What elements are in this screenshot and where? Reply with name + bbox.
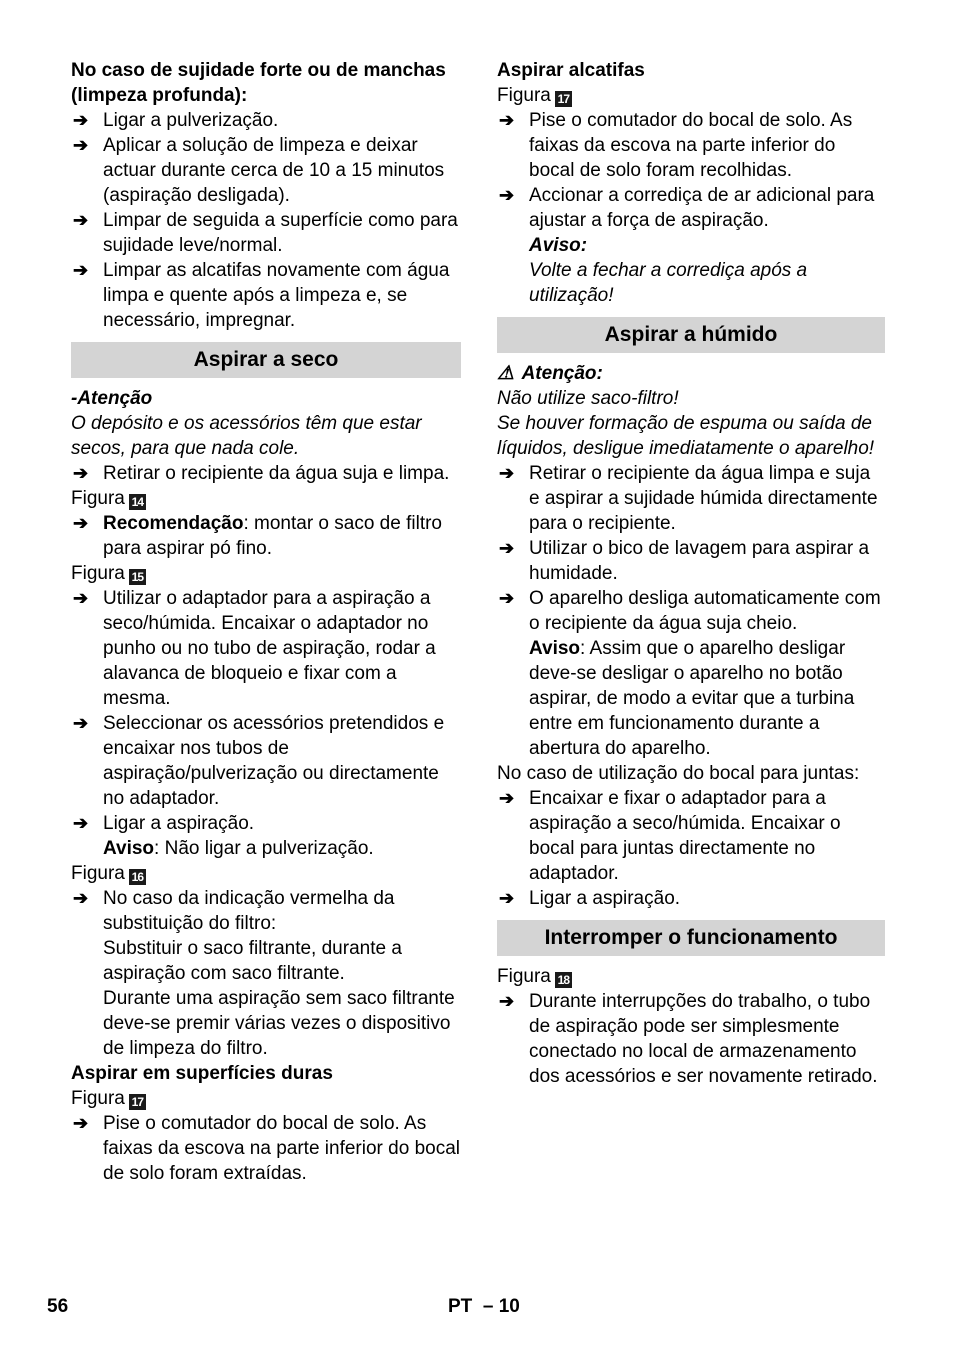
figure-ref: Figura 17: [497, 83, 885, 108]
arrow-right-icon: ➔: [73, 888, 89, 908]
arrow-right-icon: ➔: [499, 185, 515, 205]
section-band-interrupt: Interromper o funcionamento: [497, 920, 885, 956]
arrow-right-icon: ➔: [499, 588, 515, 608]
bullet-item: ➔ Utilizar o bico de lavagem para aspirar a humidade.: [499, 538, 870, 584]
attention-text: O depósito e os acessórios têm que estar secos, para que nada cole.: [71, 413, 422, 459]
arrow-right-icon: ➔: [499, 110, 515, 130]
bullet-item: ➔ Limpar de seguida a superfície como para sujidade leve/normal.: [73, 210, 458, 256]
sub-paragraph: Durante uma aspiração sem saco filtrante deve-se premir várias vezes o dispositivo de limpeza do filtro.: [103, 988, 455, 1059]
attention-label: -Atenção: [71, 388, 153, 409]
figure-number-badge: 15: [129, 569, 146, 585]
bullet-item: ➔ Seleccionar os acessórios pretendidos e encaixar nos tubos de aspiração/pulverização ou directamente no adaptador.: [73, 713, 445, 809]
bullet-item: ➔ Accionar a corrediça de ar adicional para ajustar a força de aspiração.: [499, 185, 875, 231]
arrow-right-icon: ➔: [73, 588, 89, 608]
figure-number-badge: 14: [129, 494, 146, 510]
bullet-item: ➔ Aplicar a solução de limpeza e deixar actuar durante cerca de 10 a 15 minutos (aspiração desligada).: [73, 135, 445, 206]
bullet-item: ➔ Retirar o recipiente da água suja e limpa.: [73, 463, 450, 484]
bullet-item: ➔ Ligar a aspiração.: [499, 888, 681, 909]
notice-label: Aviso:: [529, 235, 588, 256]
heading-deep-clean: No caso de sujidade forte ou de manchas (limpeza profunda):: [71, 60, 446, 106]
page-number: 56: [47, 1296, 69, 1317]
bullet-item: ➔ Utilizar o adaptador para a aspiração a seco/húmida. Encaixar o adaptador no punho ou no tubo de aspiração, rodar a alavanca de bloqueio e fixar com a mesma.: [73, 588, 436, 709]
arrow-right-icon: ➔: [499, 463, 515, 483]
attention-heading: ⚠ Atenção:: [497, 363, 603, 384]
section-band-dry-vacuum: Aspirar a seco: [71, 342, 461, 378]
figure-ref: Figura 15: [71, 561, 461, 586]
figure-ref: Figura 17: [71, 1086, 461, 1111]
figure-number-badge: 17: [129, 1094, 146, 1110]
arrow-right-icon: ➔: [73, 210, 89, 230]
bullet-item: ➔ Pise o comutador do bocal de solo. As faixas da escova na parte inferior do bocal de solo foram extraídas.: [73, 1113, 460, 1184]
note-line: Aviso: Assim que o aparelho desligar deve-se desligar o aparelho no botão aspirar, de modo a evitar que a turbina entre em funcionamento durante a abertura do aparelho.: [529, 638, 855, 759]
section-band-wet-vacuum: Aspirar a húmido: [497, 317, 885, 353]
right-column: [497, 58, 885, 1089]
heading-carpets: Aspirar alcatifas: [497, 60, 645, 81]
paragraph: No caso de utilização do bocal para juntas:: [497, 763, 860, 784]
bullet-item: ➔ Encaixar e fixar o adaptador para a aspiração a seco/húmida. Encaixar o bocal para juntas directamente no adaptador.: [499, 788, 841, 884]
figure-ref: Figura 18: [497, 964, 885, 989]
figure-ref: Figura 14: [71, 486, 461, 511]
arrow-right-icon: ➔: [73, 260, 89, 280]
attention-text: Não utilize saco-filtro!: [497, 388, 679, 409]
bullet-item: ➔ O aparelho desliga automaticamente com o recipiente da água suja cheio.: [499, 588, 881, 634]
figure-ref: Figura 16: [71, 861, 461, 886]
arrow-right-icon: ➔: [73, 463, 89, 483]
bullet-item: ➔ Ligar a aspiração.: [73, 813, 255, 834]
arrow-right-icon: ➔: [499, 888, 515, 908]
heading-hard-surfaces: Aspirar em superfícies duras: [71, 1063, 333, 1084]
bullet-item: ➔ Limpar as alcatifas novamente com água limpa e quente após a limpeza e, se necessário, impregnar.: [73, 260, 450, 331]
bullet-item: ➔ Recomendação: montar o saco de filtro para aspirar pó fino.: [73, 513, 442, 559]
arrow-right-icon: ➔: [73, 813, 89, 833]
bullet-item: ➔ Pise o comutador do bocal de solo. As faixas da escova na parte inferior do bocal de solo foram recolhidas.: [499, 110, 853, 181]
attention-text: Se houver formação de espuma ou saída de líquidos, desligue imediatamente o aparelho!: [497, 413, 875, 459]
notice-text: Volte a fechar a corrediça após a utilização!: [529, 260, 808, 306]
bullet-item: ➔ Retirar o recipiente da água limpa e suja e aspirar a sujidade húmida directamente para o recipiente.: [499, 463, 878, 534]
note-line: Aviso: Não ligar a pulverização.: [103, 838, 374, 859]
warning-triangle-icon: ⚠: [497, 363, 515, 384]
bullet-item: ➔ Durante interrupções do trabalho, o tubo de aspiração pode ser simplesmente conectado no local de armazenamento dos acessórios e ser novamente retirado.: [499, 991, 878, 1087]
arrow-right-icon: ➔: [73, 513, 89, 533]
arrow-right-icon: ➔: [73, 713, 89, 733]
figure-number-badge: 16: [129, 869, 146, 885]
arrow-right-icon: ➔: [499, 788, 515, 808]
figure-number-badge: 18: [555, 972, 572, 988]
arrow-right-icon: ➔: [499, 538, 515, 558]
arrow-right-icon: ➔: [73, 110, 89, 130]
arrow-right-icon: ➔: [73, 135, 89, 155]
sub-paragraph: Substituir o saco filtrante, durante a aspiração com saco filtrante.: [103, 938, 402, 984]
footer-lang: PT – 10: [448, 1296, 520, 1317]
arrow-right-icon: ➔: [499, 991, 515, 1011]
figure-number-badge: 17: [555, 91, 572, 107]
left-column: [71, 58, 461, 1186]
arrow-right-icon: ➔: [73, 1113, 89, 1133]
bullet-item: ➔ No caso da indicação vermelha da substituição do filtro:: [73, 888, 395, 934]
bullet-item: ➔ Ligar a pulverização.: [73, 110, 279, 131]
